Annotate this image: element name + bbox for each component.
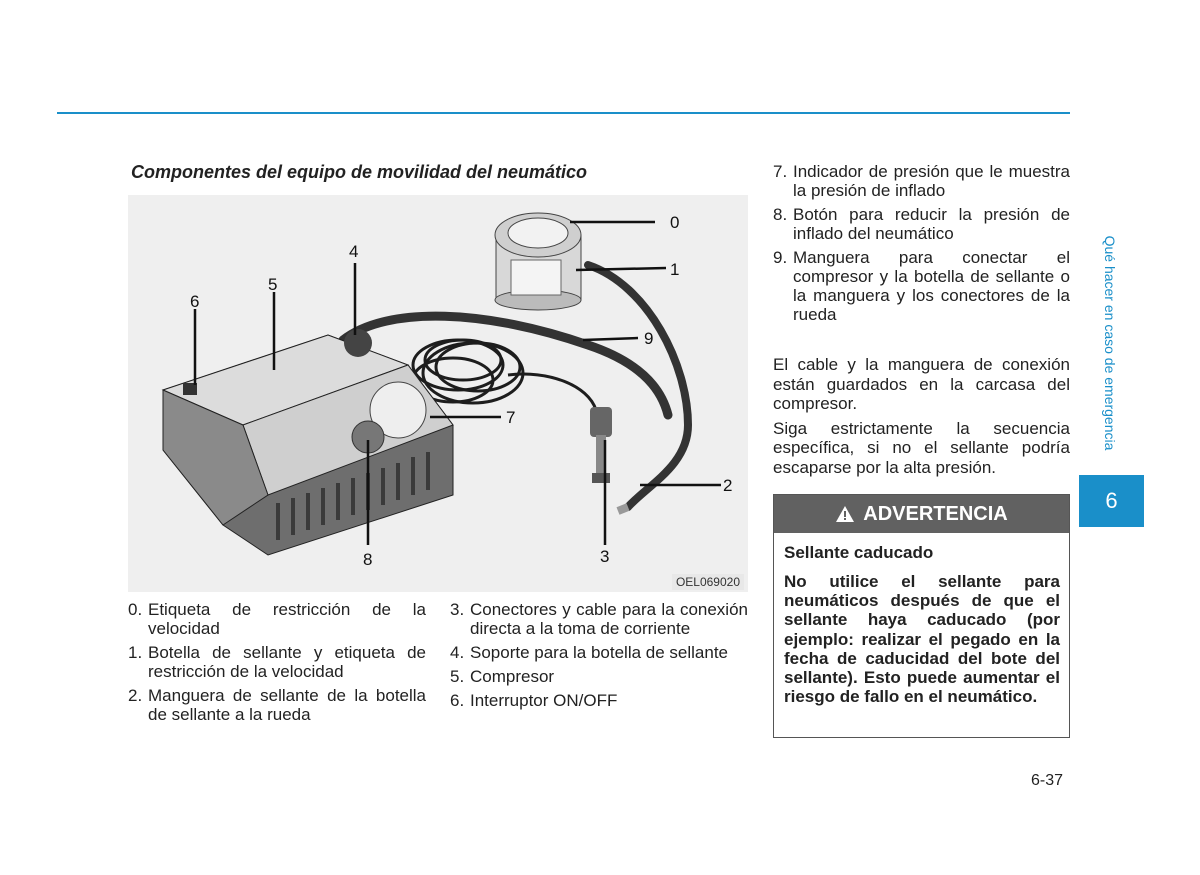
item-text: Botella de sellante y etiqueta de restricción de la velocidad	[148, 643, 426, 681]
item-number: 5.	[450, 667, 465, 686]
figure-code: OEL069020	[672, 574, 744, 590]
item-text: Soporte para la botella de sellante	[470, 643, 729, 662]
list-item	[773, 205, 1070, 243]
paragraph: Siga estrictamente la secuencia específica, si no el sellante podría escaparse por la alta presión.	[773, 418, 1070, 477]
item-text: Compresor	[470, 667, 555, 686]
list-item	[450, 691, 748, 710]
item-number: 0.	[128, 600, 143, 619]
instructions	[773, 355, 1070, 482]
sealant-bottle	[495, 213, 581, 310]
warning-triangle-icon	[835, 505, 855, 523]
callout-2: 2	[723, 476, 733, 495]
item-text: Botón para reducir la presión de inflado del neumático	[793, 205, 1070, 243]
callout-4: 4	[349, 242, 359, 261]
callout-7: 7	[506, 408, 516, 427]
list-item	[128, 643, 426, 681]
component-list-left	[128, 600, 426, 729]
paragraph: El cable y la manguera de conexión están guardados en la carcasa del compresor.	[773, 355, 1070, 413]
item-number: 9.	[773, 248, 788, 267]
item-text: Indicador de presión que le muestra la presión de inflado	[793, 162, 1070, 200]
callout-6: 6	[190, 292, 200, 311]
item-number: 1.	[128, 643, 143, 662]
item-number: 3.	[450, 600, 465, 619]
item-text: Etiqueta de restricción de la velocidad	[148, 600, 426, 638]
list-item	[450, 600, 748, 638]
list-item	[128, 686, 426, 724]
warning-header	[774, 495, 1069, 533]
warning-text: No utilice el sellante para neumáticos después de que el sellante haya caducado (por ejemplo: realizar el pegado en la fecha de caducidad del bote del sellante). Esto puede aumentar el riesgo de fallo en el neumático.	[784, 572, 1060, 707]
item-number: 8.	[773, 205, 788, 224]
list-item	[450, 667, 748, 686]
list-item	[128, 600, 426, 638]
item-text: Interruptor ON/OFF	[470, 691, 618, 710]
callout-5: 5	[268, 275, 278, 294]
chapter-side-label-text: Qué hacer en caso de emergencia	[1102, 235, 1118, 450]
list-item	[773, 248, 1070, 324]
list-item	[450, 643, 748, 662]
item-text: Conectores y cable para la conexión directa a la toma de corriente	[470, 600, 748, 638]
chapter-side-label	[1098, 215, 1122, 470]
warning-title: ADVERTENCIA	[863, 502, 1008, 525]
power-cable-coil	[413, 340, 596, 410]
callout-1: 1	[670, 260, 680, 279]
top-rule	[57, 112, 1070, 114]
callout-3: 3	[600, 547, 610, 566]
section-title: Componentes del equipo de movilidad del neumático	[131, 162, 588, 182]
item-text: Manguera para conectar el compresor y la botella de sellante o la manguera y los conectores de la rueda	[793, 248, 1070, 324]
page-number: 6-37	[1031, 772, 1064, 789]
item-number: 4.	[450, 643, 465, 662]
mobility-kit-figure	[128, 195, 748, 592]
compressor	[163, 329, 453, 555]
callout-8: 8	[363, 550, 373, 569]
item-number: 2.	[128, 686, 143, 705]
hose-2-tip	[618, 507, 628, 511]
callout-0: 0	[670, 213, 680, 232]
item-number: 7.	[773, 162, 788, 181]
warning-box	[773, 494, 1070, 738]
callout-9: 9	[644, 329, 654, 348]
list-item	[773, 162, 1070, 200]
component-list-middle	[450, 600, 748, 715]
chapter-tab: 6	[1079, 475, 1144, 527]
item-text: Manguera de sellante de la botella de sellante a la rueda	[148, 686, 426, 724]
component-list-right	[773, 162, 1070, 329]
mobility-kit-illustration	[128, 195, 748, 592]
item-number: 6.	[450, 691, 465, 710]
power-connector	[590, 407, 612, 483]
warning-subtitle: Sellante caducado	[784, 543, 934, 562]
